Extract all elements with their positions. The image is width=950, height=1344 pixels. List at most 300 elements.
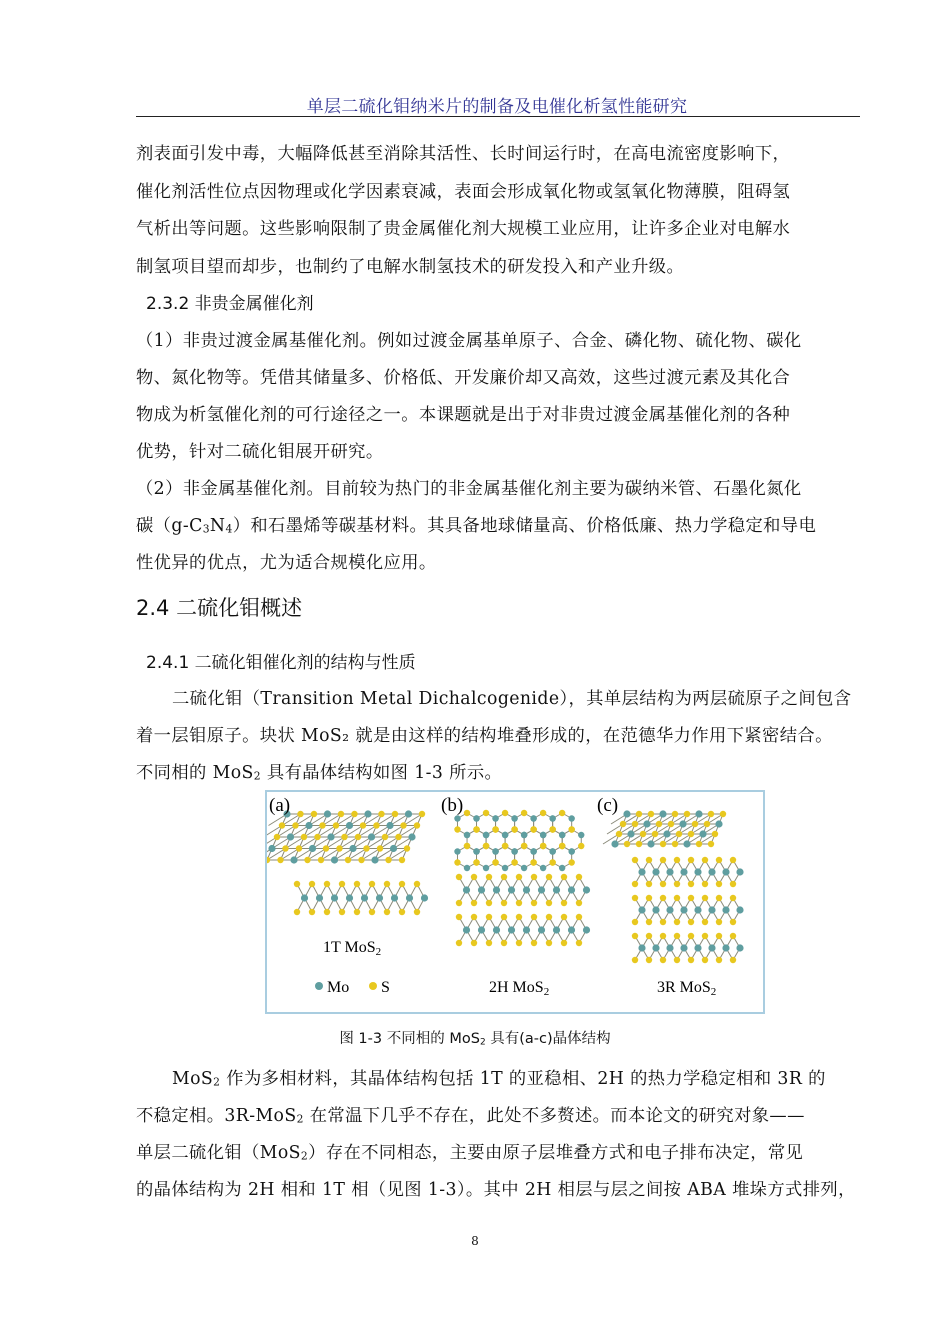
mo-atom [680,906,687,913]
s-atom [692,821,698,827]
mo-atom [493,886,500,893]
mo-atom [559,865,565,871]
s-atom [318,857,324,863]
mo-atom [583,926,590,933]
s-atom [702,881,708,887]
s-atom [660,841,666,847]
s-atom [674,857,680,863]
s-atom [674,881,680,887]
s-atom [456,900,462,906]
s-atom [640,831,646,837]
s-atom [274,834,280,840]
s-atom [559,843,565,849]
mo-atom [666,906,673,913]
para4-line1: 二硫化钼（Transition Metal Dichalcogenide），其单层结构为两层硫原子之间包含 [172,689,852,709]
s-atom [292,822,298,828]
para5-line1: MoS$_2$ 作为多相材料，其晶体结构包括 1T 的亚稳相、2H 的热力学稳定相和 3R 的 [172,1069,826,1089]
s-atom [339,909,345,915]
s-atom [730,895,736,901]
s-atom [561,874,567,880]
s-atom [730,933,736,939]
legend-s-dot [369,982,377,990]
s-atom [672,841,678,847]
header-rule [136,116,860,117]
mo-atom [683,840,690,847]
s-atom [501,940,507,946]
s-atom [702,919,708,925]
s-atom [294,881,300,887]
para1-line2: 催化剂活性位点因物理或化学因素衰减，表面会形成氧化物或氢氧化物薄膜，阻碍氢 [136,182,791,202]
para2-line1: （1）非贵过渡金属基催化剂。例如过渡金属基单原子、合金、磷化物、硫化物、碳化 [136,331,802,351]
s-atom [540,843,546,849]
legend-s-label: S [381,979,390,996]
s-atom [708,841,714,847]
s-atom [471,900,477,906]
s-atom [324,909,330,915]
mo-atom [680,944,687,951]
s-atom [636,811,642,817]
s-atom [716,881,722,887]
s-atom [471,874,477,880]
s-atom [492,826,498,832]
para3-line3: 性优异的优点，尤为适合规模化应用。 [136,553,437,573]
mo-atom [538,886,545,893]
s-atom [483,810,489,816]
panel-b-label: (b) [441,795,464,816]
s-atom [279,822,285,828]
s-atom [716,895,722,901]
s-atom [561,914,567,920]
para1-line4: 制氢项目望而却步，也制约了电解水制氢技术的研发投入和产业升级。 [136,257,685,277]
mo-atom [390,845,397,852]
mo-atom [652,868,659,875]
s-atom [546,874,552,880]
s-atom [632,919,638,925]
s-atom [546,940,552,946]
mo-atom [268,845,275,852]
s-atom [576,940,582,946]
label-1t: 1T MoS2 [323,939,382,958]
mo-atom [331,894,338,901]
mo-atom [368,833,375,840]
mo-atom [406,894,413,901]
para2-line2: 物、氮化物等。凭借其储量多、价格低、开发廉价却又高效，这些过渡元素及其化合 [136,368,791,388]
mo-atom [694,868,701,875]
mo-atom [511,815,517,821]
s-atom [632,821,638,827]
mo-atom [463,886,470,893]
s-atom [696,841,702,847]
s-atom [395,834,401,840]
s-atom [688,857,694,863]
s-atom [354,881,360,887]
mo-atom [694,944,701,951]
mo-atom [508,926,515,933]
para1-line1: 剂表面引发中毒，大幅降低甚至消除其活性、长时间运行时，在高电流密度影响下， [136,144,791,164]
mo-atom [647,840,654,847]
mo-atom [327,833,334,840]
s-atom [660,857,666,863]
mo-atom [715,820,722,827]
mo-atom [578,832,584,838]
s-atom [456,940,462,946]
s-atom [473,826,479,832]
para2-line3: 物成为析氢催化剂的可行途径之一。本课题就是出于对非贵过渡金属基催化剂的各种 [136,405,791,425]
section-heading-2-4: 2.4 二硫化钼概述 [136,596,303,620]
mo-atom [540,832,546,838]
s-atom [486,914,492,920]
mo-atom [568,848,574,854]
mo-atom [722,944,729,951]
s-atom [501,874,507,880]
s-atom [561,940,567,946]
s-atom [502,810,508,816]
mo-atom [511,848,517,854]
s-atom [632,857,638,863]
s-atom [399,881,405,887]
mo-atom [463,926,470,933]
s-atom [339,881,345,887]
s-atom [354,909,360,915]
s-atom [399,909,405,915]
page-number: 8 [471,1234,479,1248]
s-atom [646,957,652,963]
s-atom [646,857,652,863]
s-atom [486,900,492,906]
s-atom [559,810,565,816]
mo-atom [549,848,555,854]
mo-atom [408,833,415,840]
s-atom [702,857,708,863]
s-atom [660,881,666,887]
s-atom [309,909,315,915]
mo-atom [376,894,383,901]
s-atom [576,874,582,880]
mo-atom [386,822,393,829]
s-atom [456,874,462,880]
mo-atom [305,822,312,829]
mo-atom [583,886,590,893]
s-atom [702,933,708,939]
s-atom [576,900,582,906]
mo-atom [530,815,536,821]
mo-atom [492,815,498,821]
s-atom [516,874,522,880]
mo-atom [464,865,470,871]
mo-atom [663,830,670,837]
para5-line4: 的晶体结构为 2H 相和 1T 相（见图 1-3）。其中 2H 相层与层之间按 ABA 堆垛方式排列， [136,1180,856,1200]
s-atom [454,826,460,832]
s-atom [688,881,694,887]
para3-line1: （2）非金属基催化剂。目前较为热门的非金属基催化剂主要为碳纳米管、石墨化氮化 [136,479,802,499]
s-atom [336,845,342,851]
s-atom [382,834,388,840]
mo-atom [659,810,666,817]
s-atom [676,831,682,837]
s-atom [297,811,303,817]
s-atom [730,957,736,963]
s-atom [716,933,722,939]
mo-atom [521,865,527,871]
mo-atom [643,820,650,827]
mo-atom [454,848,460,854]
s-atom [531,914,537,920]
s-atom [521,843,527,849]
label-2h: 2H MoS2 [489,979,550,998]
s-atom [345,857,351,863]
para3-line2: 碳$(g-C_3N_4)$和石墨烯等碳基材料。其具备地球储量高、价格低廉、热力学稳定和导电 [136,516,817,536]
mo-atom [553,886,560,893]
para1-line3: 气析出等问题。这些影响限制了贵金属催化剂大规模工业应用，让许多企业对电解水 [136,219,791,239]
s-atom [502,843,508,849]
mo-atom [405,810,412,817]
s-atom [531,940,537,946]
s-atom [531,900,537,906]
s-atom [454,859,460,865]
mo-atom [553,926,560,933]
s-atom [516,914,522,920]
s-atom [351,811,357,817]
s-atom [716,957,722,963]
s-atom [660,933,666,939]
s-atom [632,881,638,887]
s-atom [646,881,652,887]
s-atom [636,841,642,847]
s-atom [323,845,329,851]
s-atom [616,831,622,837]
mo-atom [627,830,634,837]
mo-atom [623,810,630,817]
mo-atom [568,886,575,893]
mo-atom [349,845,356,852]
s-atom [296,845,302,851]
mo-atom [287,833,294,840]
mo-atom [301,894,308,901]
s-atom [674,957,680,963]
s-atom [511,859,517,865]
mo-atom [699,830,706,837]
s-atom [369,881,375,887]
s-atom [688,831,694,837]
s-atom [301,834,307,840]
s-atom [384,881,390,887]
mo-atom [652,906,659,913]
s-atom [660,957,666,963]
s-atom [561,900,567,906]
para4-line2: 着一层钼原子。块状 MoS₂ 就是由这样的结构堆叠形成的，在范德华力作用下紧密结合。 [136,726,833,746]
s-atom [660,919,666,925]
s-atom [473,859,479,865]
s-atom [338,811,344,817]
s-atom [632,895,638,901]
s-atom [624,841,630,847]
s-atom [712,831,718,837]
s-atom [674,919,680,925]
mo-atom [538,926,545,933]
s-atom [471,914,477,920]
mo-atom [736,868,743,875]
s-atom [702,957,708,963]
s-atom [501,900,507,906]
s-atom [716,919,722,925]
s-atom [668,821,674,827]
s-atom [400,822,406,828]
s-atom [576,914,582,920]
mo-atom [346,894,353,901]
s-atom [568,859,574,865]
para2-line4: 优势，针对二硫化钼展开研究。 [136,442,384,462]
s-atom [688,933,694,939]
s-atom [646,919,652,925]
s-atom [277,857,283,863]
mo-atom [523,886,530,893]
s-atom [486,940,492,946]
s-atom [511,826,517,832]
mo-atom [391,894,398,901]
s-atom [688,895,694,901]
mo-atom [521,832,527,838]
mo-atom [680,868,687,875]
mo-atom [638,868,645,875]
mo-atom [364,810,371,817]
legend-mo-dot [315,982,323,990]
s-atom [294,909,300,915]
figure-1-3 [265,790,765,1014]
section-heading-2-4-1: 2.4.1 二硫化钼催化剂的结构与性质 [146,653,416,673]
mo-atom [421,894,428,901]
s-atom [648,811,654,817]
s-atom [384,909,390,915]
s-atom [355,834,361,840]
mo-atom [483,865,489,871]
s-atom [392,811,398,817]
s-atom [730,857,736,863]
crystal-structure-figure [267,792,763,1012]
mo-atom [464,832,470,838]
s-atom [530,826,536,832]
s-atom [464,810,470,816]
mo-atom [309,845,316,852]
s-atom [656,821,662,827]
mo-atom [454,815,460,821]
s-atom [674,933,680,939]
s-atom [314,834,320,840]
s-atom [578,843,584,849]
s-atom [688,957,694,963]
s-atom [720,811,726,817]
mo-atom [478,886,485,893]
s-atom [704,821,710,827]
s-atom [521,810,527,816]
s-atom [378,811,384,817]
figure-caption: 图 1-3 不同相的 MoS$_2$ 具有(a-c)晶体结构 [339,1031,611,1048]
s-atom [516,900,522,906]
mo-atom [568,815,574,821]
mo-atom [722,868,729,875]
s-atom [549,826,555,832]
s-atom [708,811,714,817]
mo-atom [540,865,546,871]
s-atom [492,859,498,865]
para5-line2: 不稳定相。3R-MoS$_2$ 在常温下几乎不存在，此处不多赘述。而本论文的研究对象—— [136,1106,805,1126]
s-atom [516,940,522,946]
s-atom [414,881,420,887]
running-header: 单层二硫化钼纳米片的制备及电催化析氢性能研究 [306,97,688,117]
s-atom [684,811,690,817]
s-atom [730,919,736,925]
s-atom [414,822,420,828]
s-atom [333,822,339,828]
mo-atom [559,832,565,838]
s-atom [456,914,462,920]
mo-atom [722,906,729,913]
s-atom [530,859,536,865]
mo-atom [316,894,323,901]
s-atom [702,895,708,901]
s-atom [660,895,666,901]
panel-c-label: (c) [597,795,619,816]
s-atom [377,845,383,851]
mo-atom [708,906,715,913]
s-atom [282,845,288,851]
mo-atom [346,822,353,829]
label-3r: 3R MoS2 [657,979,717,998]
s-atom [672,811,678,817]
s-atom [540,810,546,816]
legend-mo-label: Mo [327,979,350,996]
s-atom [464,843,470,849]
mo-atom [694,906,701,913]
s-atom [620,821,626,827]
mo-atom [331,856,338,863]
s-atom [341,834,347,840]
s-atom [414,909,420,915]
s-atom [546,900,552,906]
mo-atom [530,848,536,854]
s-atom [646,895,652,901]
mo-atom [708,868,715,875]
mo-atom [478,926,485,933]
s-atom [404,845,410,851]
mo-atom [652,944,659,951]
s-atom [501,914,507,920]
para4-line3: 不同相的 MoS$_2$ 具有晶体结构如图 1-3 所示。 [136,763,503,783]
mo-atom [324,810,331,817]
s-atom [546,914,552,920]
s-atom [373,822,379,828]
s-atom [419,811,425,817]
s-atom [531,874,537,880]
s-atom [652,831,658,837]
mo-atom [502,865,508,871]
panel-a-label: (a) [269,795,291,816]
mo-atom [502,832,508,838]
mo-atom [361,894,368,901]
s-atom [304,857,310,863]
mo-atom [736,906,743,913]
mo-atom [611,840,618,847]
mo-atom [568,926,575,933]
s-atom [483,843,489,849]
s-atom [385,857,391,863]
mo-atom [473,848,479,854]
mo-atom [638,944,645,951]
s-atom [730,881,736,887]
section-heading-2-3-2: 2.3.2 非贵金属催化剂 [146,294,314,314]
s-atom [324,881,330,887]
mo-atom [549,815,555,821]
s-atom [399,857,405,863]
